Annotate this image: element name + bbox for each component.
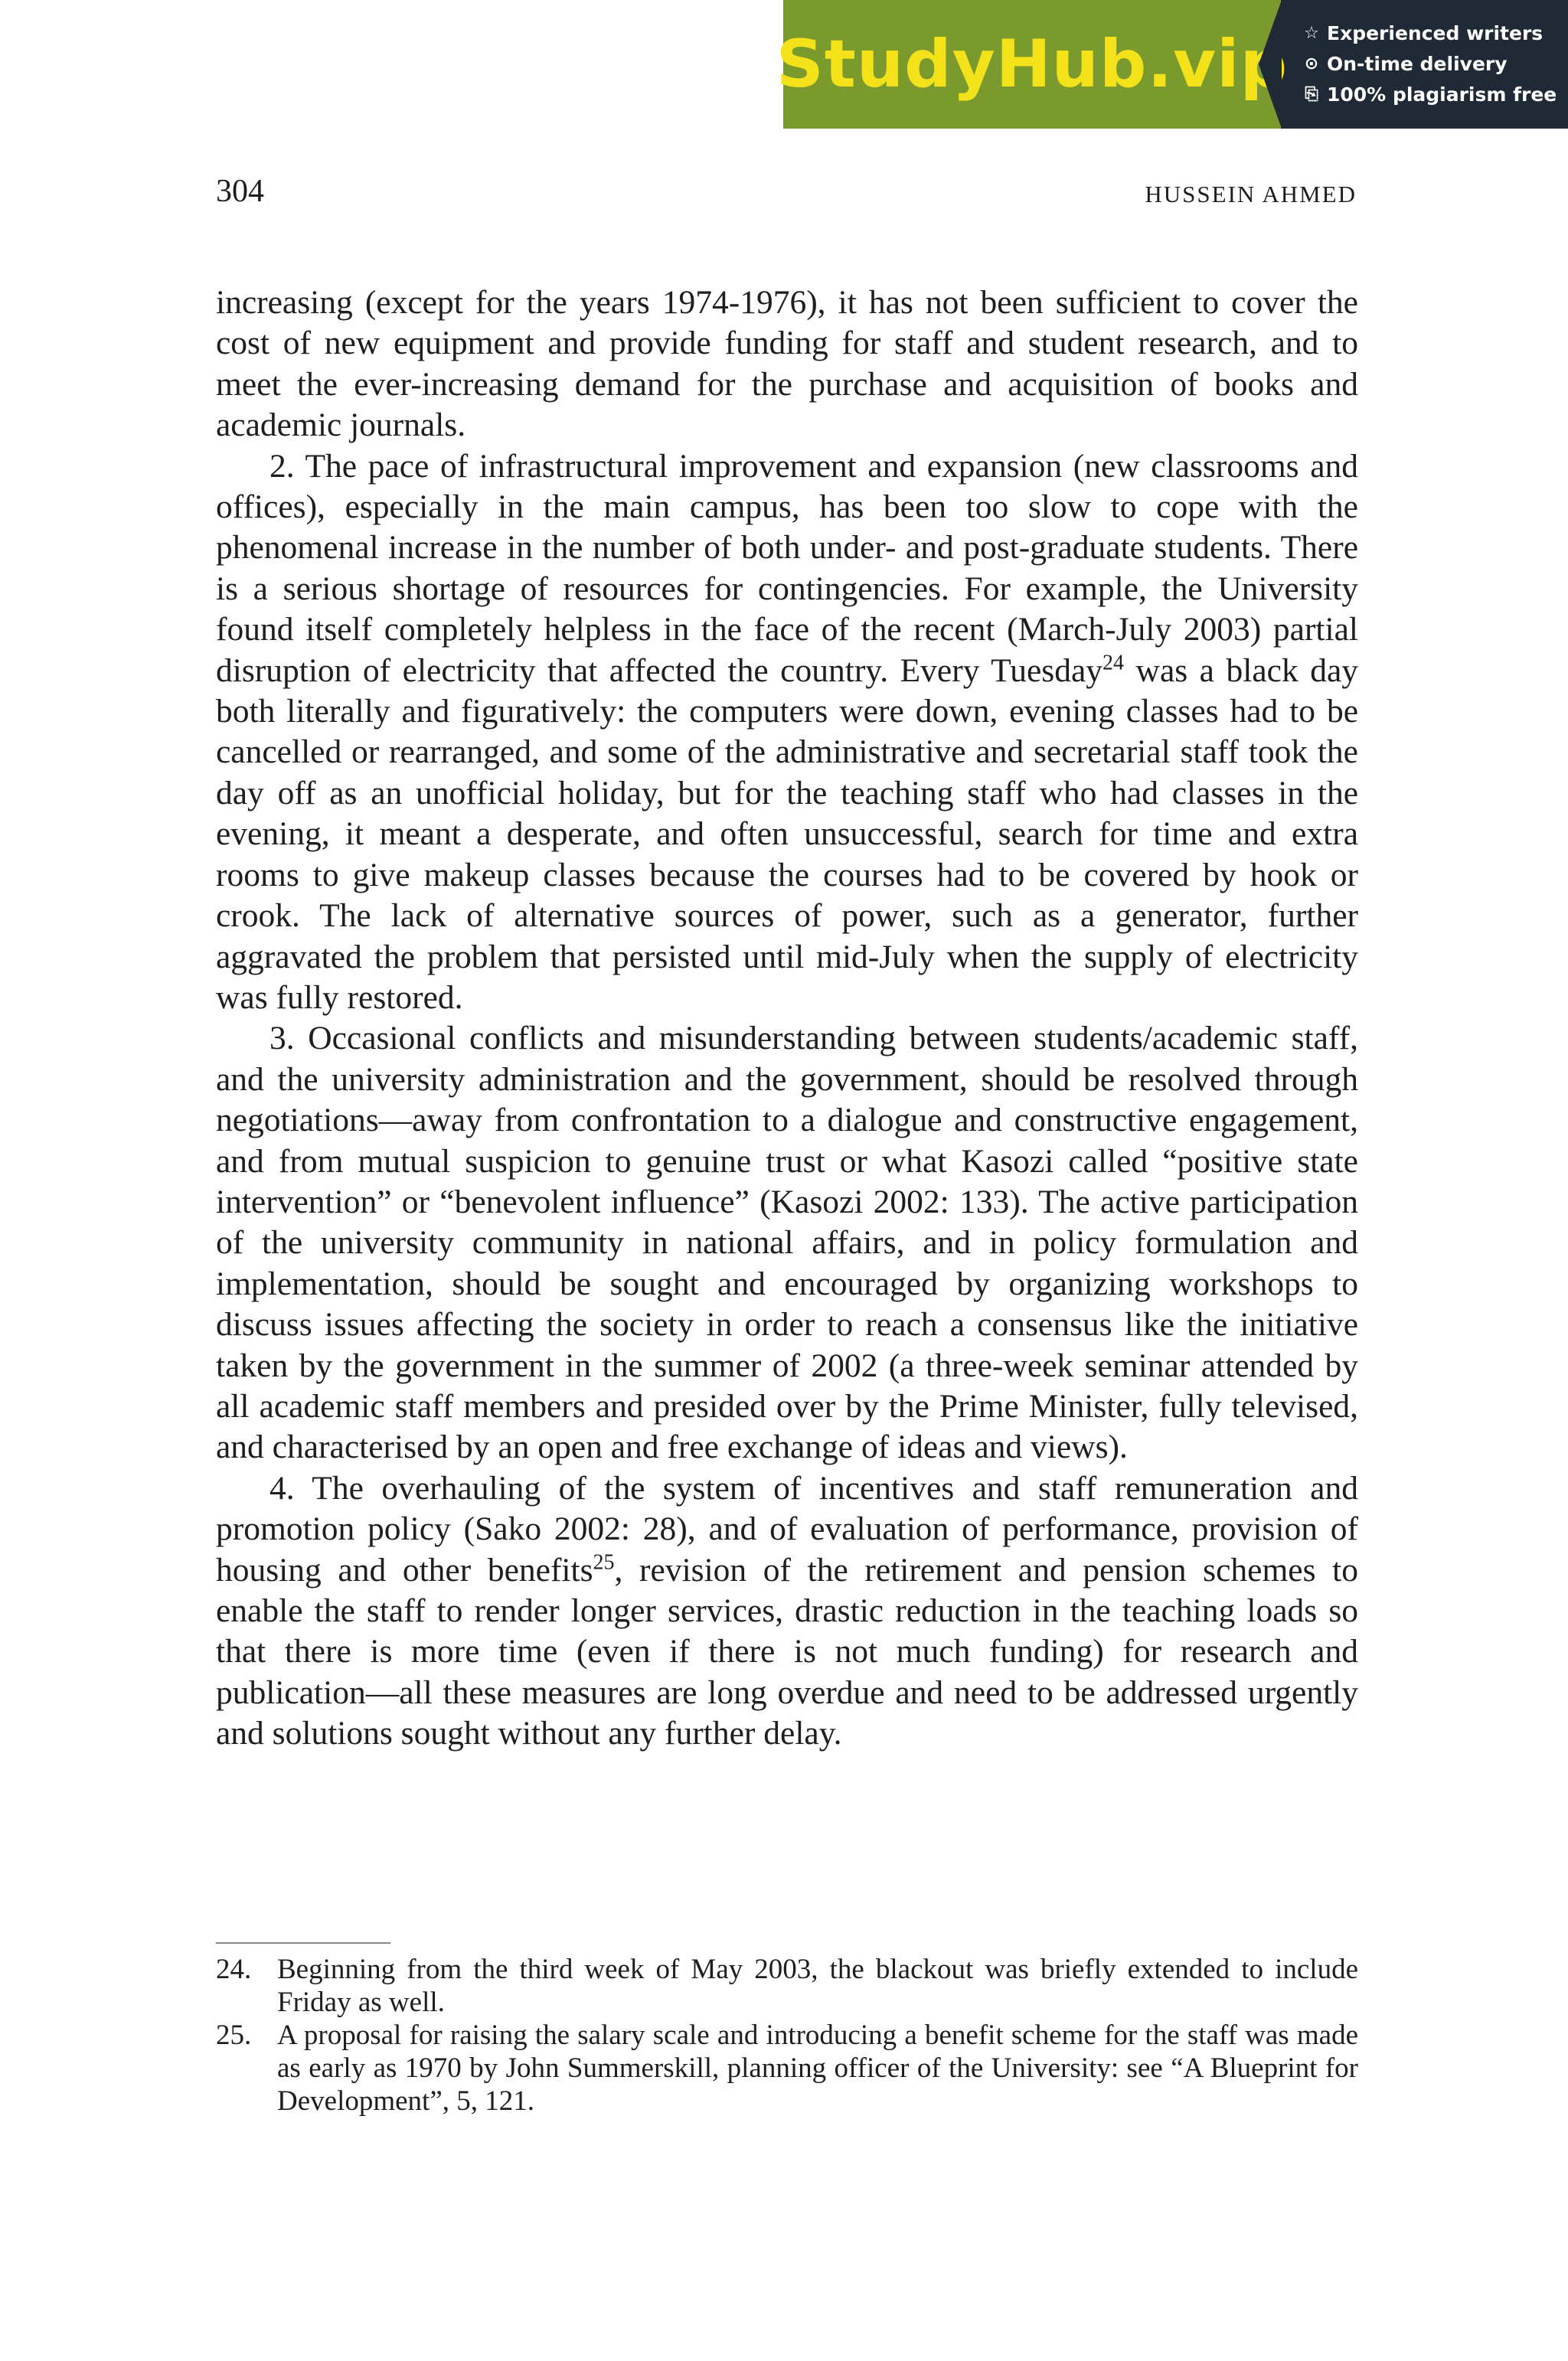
footnote-number: 24. bbox=[216, 1954, 252, 1985]
footnotes bbox=[216, 1953, 1358, 2118]
paragraph-2-part-b: was a black day both literally and figuratively: the computers were down, evening classes had to be cancelled or rearranged, and some of the administrative and secretarial staff took the day off as an unofficial holiday, but for the teaching staff who had classes in the evening, it meant a desperate, and often unsuccessful, search for time and extra rooms to give makeup classes because the courses had to be covered by hook or crook. The lack of alternative sources of power, such as a generator, further aggravated the problem that persisted until mid-July when the supply of electricity was fully restored. bbox=[216, 651, 1358, 1016]
ad-banner[interactable] bbox=[776, 0, 1568, 129]
feature-experienced-writers bbox=[1302, 21, 1568, 47]
paragraph-4-part-a: 4. The overhauling of the system of incentives and staff remuneration and promotion policy (Sako 2002: 28), and of evaluation of performance, provision of housing and other benefits bbox=[216, 1469, 1358, 1589]
running-head: HUSSEIN AHMED bbox=[1145, 181, 1357, 207]
paragraph-3: 3. Occasional conflicts and misunderstanding between students/academic staff, and the university administration and the government, should be resolved through negotiations—away from confrontation to a dialogue and constructive engagement, and from mutual suspicion to genuine trust or what Kasozi called “positive state intervention” or “benevolent influence” (Kasozi 2002: 133). The active participation of the university community in national affairs, and in policy formulation and implementation, should be sought and encouraged by organizing workshops to discuss issues affecting the society in order to reach a consensus like the initiative taken by the government in the summer of 2002 (a three-week seminar attended by all academic staff members and presided over by the Prime Minister, fully televised, and characterised by an open and free exchange of ideas and views). bbox=[216, 1020, 1358, 1466]
star-icon: ☆ bbox=[1304, 24, 1319, 43]
feature-plagiarism-free bbox=[1302, 82, 1568, 108]
feature-label: Experienced writers bbox=[1327, 22, 1544, 44]
footnote-24 bbox=[216, 1953, 1358, 2019]
body-text bbox=[216, 282, 1358, 1755]
footnote-text: A proposal for raising the salary scale and introducing a benefit scheme for the staff was made as early as 1970 by John Summerskill, planning officer of the University: see “A Blueprint for Development”, 5, 121. bbox=[277, 2020, 1358, 2117]
banner-notch bbox=[1259, 0, 1282, 129]
page-number: 304 bbox=[216, 174, 264, 209]
paragraph-4-part-b: , revision of the retirement and pension schemes to enable the staff to render longer services, drastic reduction in the teaching loads so that there is more time (even if there is not much funding) for research and publication—all these measures are long overdue and need to be addressed urgently and solutions sought without any further delay. bbox=[216, 1551, 1358, 1752]
paragraph-1: increasing (except for the years 1974-1976), it has not been sufficient to cover the cost of new equipment and provide funding for staff and student research, and to meet the ever-increasing demand for the purchase and acquisition of books and academic journals. bbox=[216, 284, 1358, 444]
feature-label: 100% plagiarism free bbox=[1327, 83, 1557, 106]
footnote-rule bbox=[216, 1942, 390, 1944]
banner-features bbox=[1281, 0, 1568, 129]
clock-icon: ⊙ bbox=[1304, 54, 1319, 73]
feature-on-time-delivery bbox=[1302, 51, 1568, 77]
footnote-ref-25[interactable]: 25 bbox=[593, 1550, 615, 1575]
feature-label: On-time delivery bbox=[1327, 53, 1508, 75]
brand-logo[interactable] bbox=[776, 0, 1289, 129]
paragraph-4 bbox=[216, 1468, 1358, 1755]
paragraph-2 bbox=[216, 446, 1358, 1019]
footnote-ref-24[interactable]: 24 bbox=[1102, 651, 1125, 675]
brand-name: StudyHub.vip bbox=[776, 26, 1289, 103]
footnote-25 bbox=[216, 2019, 1358, 2118]
footnote-text: Beginning from the third week of May 2003, the blackout was briefly extended to include Friday as well. bbox=[277, 1954, 1358, 2018]
paragraph-2-part-a: 2. The pace of infrastructural improvement and expansion (new classrooms and offices), especially in the main campus, has been too slow to cope with the phenomenal increase in the number of both under- and post-graduate students. There is a serious shortage of resources for contingencies. For example, the University found itself completely helpless in the face of the recent (March-July 2003) partial disruption of electricity that affected the country. Every Tuesday bbox=[216, 447, 1358, 689]
footnote-number: 25. bbox=[216, 2020, 252, 2051]
document-icon: ⎘ bbox=[1305, 85, 1318, 104]
